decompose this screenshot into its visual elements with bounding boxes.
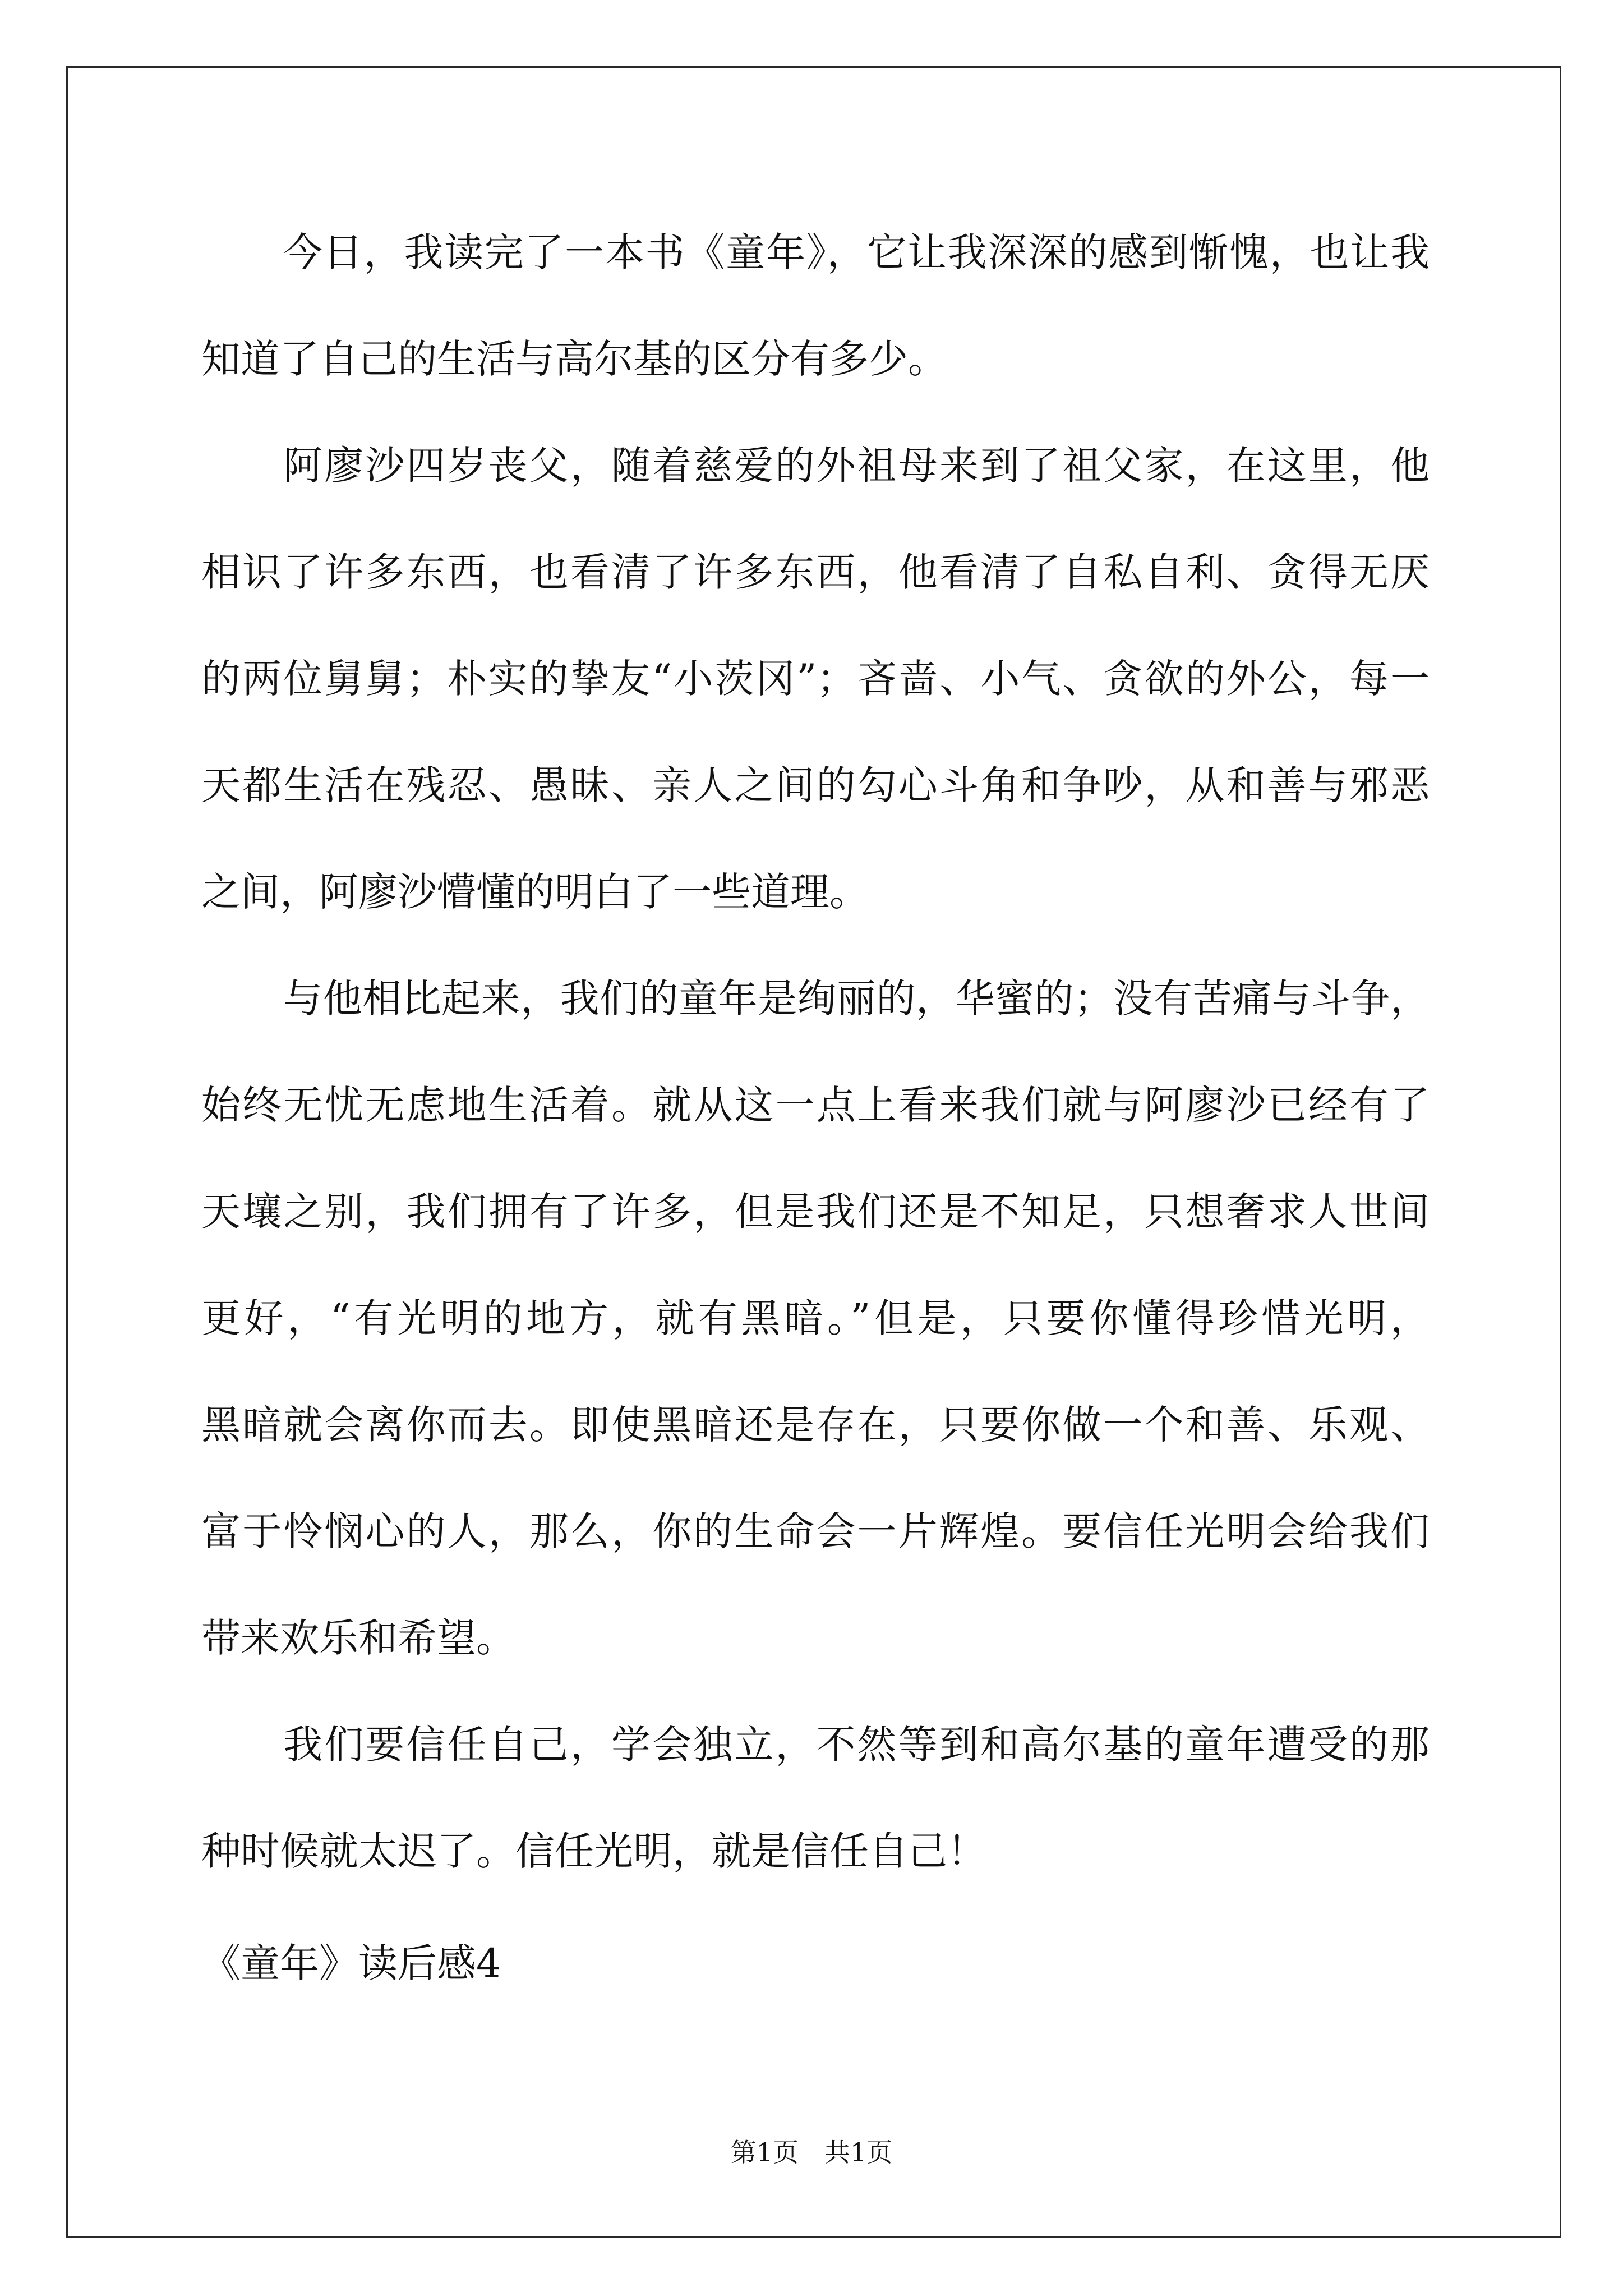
body-line: 今日，我读完了一本书《童年》，它让我深深的感到惭愧，也让我 <box>283 229 1430 275</box>
page-footer <box>0 2137 1623 2168</box>
body-line: 种时候就太迟了。信任光明，就是信任自己！ <box>201 1828 986 1874</box>
body-line: 相识了许多东西，也看清了许多东西，他看清了自私自利、贪得无厌 <box>201 549 1430 595</box>
paragraph <box>201 945 1430 1691</box>
page-number-label: 第1页 共1页 <box>730 2137 893 2168</box>
body-line: 始终无忧无虑地生活着。就从这一点上看来我们就与阿廖沙已经有了 <box>201 1082 1430 1128</box>
document-body <box>201 199 1430 2017</box>
body-line: 更好，“有光明的地方，就有黑暗。”但是，只要你懂得珍惜光明， <box>201 1295 1430 1341</box>
section-heading: 《童年》读后感4 <box>201 1940 501 1986</box>
paragraph <box>201 412 1430 945</box>
body-line: 我们要信任自己，学会独立，不然等到和高尔基的童年遭受的那 <box>283 1722 1430 1768</box>
body-line: 天壤之别，我们拥有了许多，但是我们还是不知足，只想奢求人世间 <box>201 1189 1430 1235</box>
body-line: 与他相比起来，我们的童年是绚丽的，华蜜的；没有苦痛与斗争， <box>283 976 1430 1022</box>
body-line: 带来欢乐和希望。 <box>201 1615 515 1661</box>
body-line: 黑暗就会离你而去。即使黑暗还是存在，只要你做一个和善、乐观、 <box>201 1402 1430 1448</box>
paragraph <box>201 199 1430 412</box>
paragraph <box>201 1691 1430 1904</box>
body-line: 天都生活在残忍、愚昧、亲人之间的勾心斗角和争吵，从和善与邪恶 <box>201 762 1430 808</box>
body-line: 知道了自己的生活与高尔基的区分有多少。 <box>201 336 947 382</box>
body-line: 富于怜悯心的人，那么，你的生命会一片辉煌。要信任光明会给我们 <box>201 1508 1430 1554</box>
body-line: 之间，阿廖沙懵懂的明白了一些道理。 <box>201 869 869 915</box>
body-line: 阿廖沙四岁丧父，随着慈爱的外祖母来到了祖父家，在这里，他 <box>283 443 1430 489</box>
body-line: 的两位舅舅；朴实的挚友“小茨冈”；吝啬、小气、贪欲的外公，每一 <box>201 656 1430 702</box>
